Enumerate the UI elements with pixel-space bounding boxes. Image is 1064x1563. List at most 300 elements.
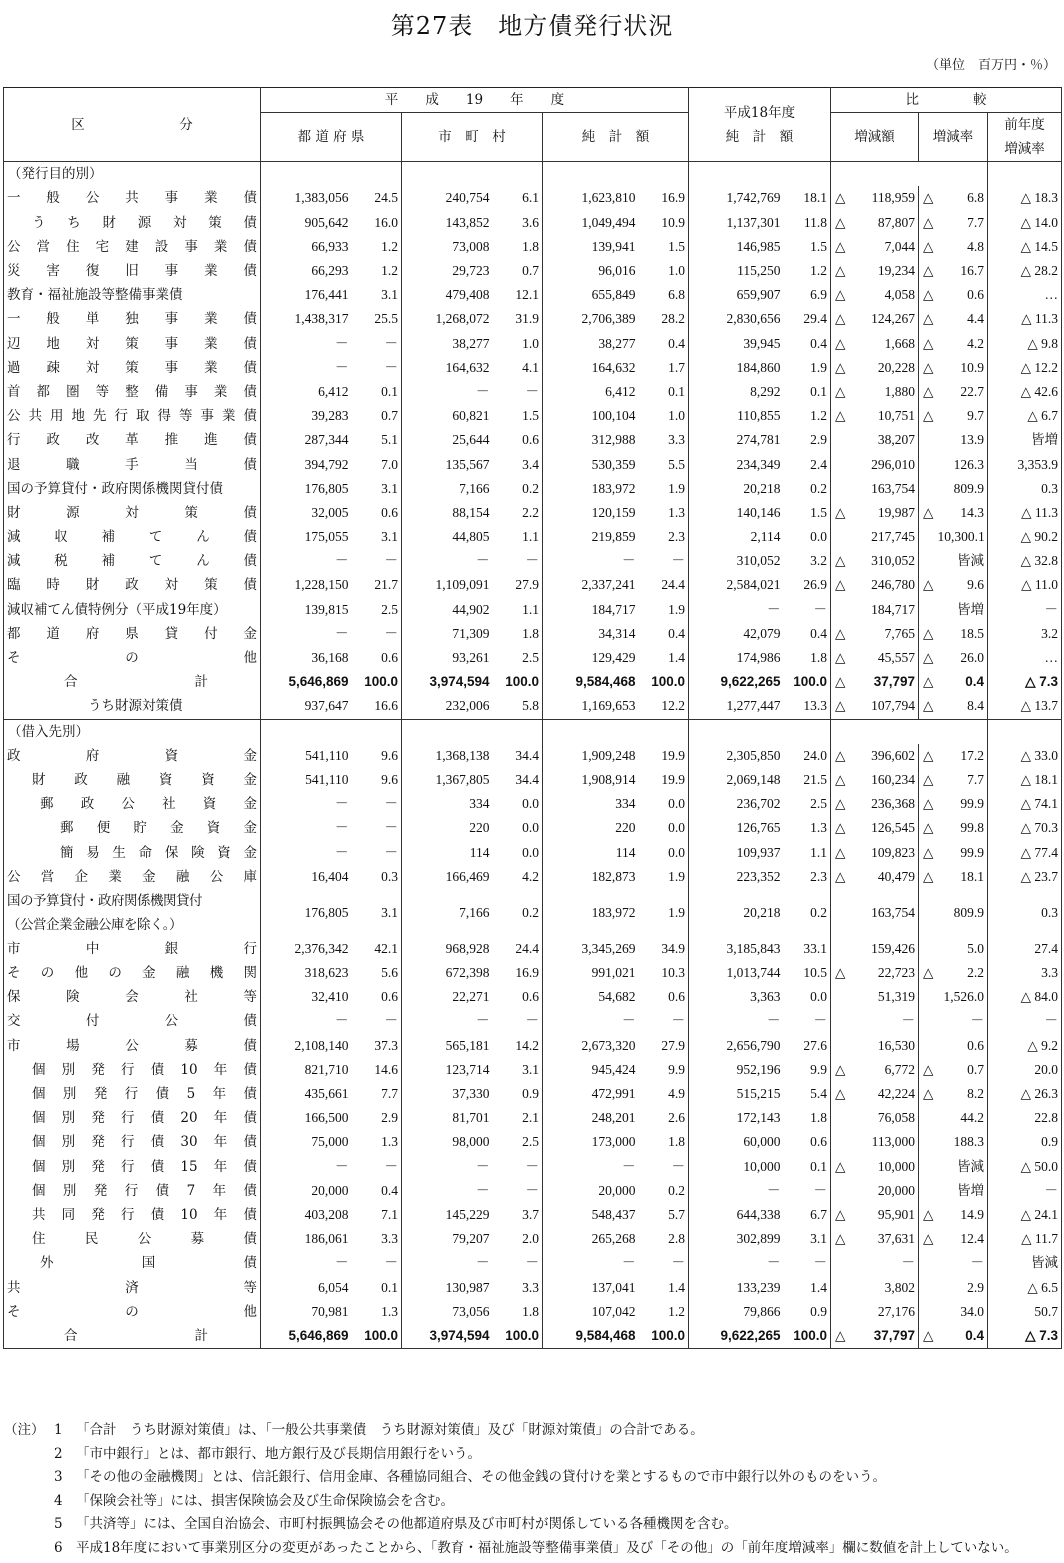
muni-share: － [493, 549, 543, 573]
muni-share: 0.0 [493, 840, 543, 864]
prev-rate: △ 18.1 [988, 768, 1062, 792]
net-share: 12.2 [639, 694, 689, 719]
net-value: 219,859 [591, 529, 636, 545]
net-value: 991,021 [591, 965, 636, 981]
empty-cell [543, 719, 689, 744]
row-label: 一般公共事業債 [4, 186, 261, 210]
rate-sign [919, 598, 935, 622]
muni-value: 25,644 [452, 432, 490, 448]
change-amount: 163,754 [847, 477, 919, 501]
rate-sign: △ [923, 965, 934, 982]
table-row [4, 1130, 1062, 1154]
change-amount: 160,234 [847, 768, 919, 792]
h18-value: 20,218 [743, 480, 781, 496]
change-amount: 1,668 [847, 332, 919, 356]
change-amount: 76,058 [847, 1106, 919, 1130]
change-amount: 296,010 [847, 452, 919, 476]
change-sign [831, 1106, 847, 1130]
h18-share: 1.4 [784, 1275, 831, 1299]
h18-share: 2.5 [784, 792, 831, 816]
note-item [4, 1537, 1062, 1561]
h18-value: 39,945 [743, 335, 781, 351]
prev-rate: △ 6.5 [988, 1275, 1062, 1299]
change-sign [831, 1275, 847, 1299]
prev-rate: 27.4 [988, 937, 1062, 961]
net-share: 2.3 [639, 525, 689, 549]
row-label: 公営企業金融公庫 [4, 865, 261, 889]
net-share: 3.3 [639, 428, 689, 452]
net-value: 54,682 [598, 989, 636, 1005]
pref-share: 0.7 [352, 404, 402, 428]
change-rate: 188.3 [935, 1130, 988, 1154]
muni-share: 0.2 [493, 477, 543, 501]
h18-share: 1.3 [784, 816, 831, 840]
change-sign: △ [835, 1061, 846, 1078]
muni-value: 98,000 [452, 1134, 490, 1150]
note-number: 1 [54, 1422, 63, 1438]
pref-value: 175,055 [304, 529, 349, 545]
table-row [4, 452, 1062, 476]
net-value: 139,941 [591, 238, 636, 254]
muni-value: 1,367,805 [435, 771, 490, 787]
muni-value: 232,006 [445, 698, 490, 714]
header-prev-rate: 前年度 増減率 [988, 113, 1062, 162]
net-share: 27.9 [639, 1034, 689, 1058]
row-label: 過疎対策事業債 [4, 356, 261, 380]
change-rate: 14.3 [935, 501, 988, 525]
rate-sign [919, 1130, 935, 1154]
rate-sign: △ [923, 383, 934, 400]
prev-rate: △ 26.3 [988, 1082, 1062, 1106]
note-number: 5 [54, 1516, 63, 1532]
pref-value: 403,208 [304, 1206, 349, 1222]
net-value: 114 [615, 844, 636, 860]
rate-sign [919, 889, 935, 937]
change-rate: 0.7 [935, 1058, 988, 1082]
pref-value: 394,792 [304, 456, 349, 472]
header-change-amount: 増減額 [831, 113, 919, 162]
change-rate: － [935, 1251, 988, 1275]
change-sign: △ [835, 771, 846, 788]
rate-sign: △ [923, 820, 934, 837]
rate-sign: △ [923, 844, 934, 861]
net-value: － [622, 1158, 636, 1174]
muni-share: 3.1 [493, 1058, 543, 1082]
prev-rate: △ 11.0 [988, 573, 1062, 597]
empty-cell [689, 162, 831, 187]
muni-value: 7,166 [459, 480, 490, 496]
table-row [4, 1227, 1062, 1251]
rate-sign: △ [923, 1086, 934, 1103]
row-label: その他 [4, 1300, 261, 1324]
note-mark [4, 1537, 54, 1561]
h18-share: 3.2 [784, 549, 831, 573]
change-rate: 0.4 [935, 670, 988, 694]
pref-value: － [335, 1013, 349, 1029]
pref-share: － [352, 622, 402, 646]
h18-share: 0.4 [784, 622, 831, 646]
change-amount: 87,807 [847, 211, 919, 235]
h18-value: 126,765 [736, 820, 781, 836]
notes [4, 1419, 1062, 1560]
change-amount: 236,368 [847, 792, 919, 816]
muni-value: 7,166 [459, 904, 490, 920]
muni-value: － [476, 1255, 490, 1271]
rate-sign [919, 985, 935, 1009]
table-row [4, 186, 1062, 210]
change-sign: △ [835, 1158, 846, 1175]
change-rate: 皆増 [935, 598, 988, 622]
change-rate: 13.9 [935, 428, 988, 452]
note-number: 2 [54, 1445, 63, 1462]
change-sign [831, 598, 847, 622]
header-kubun: 区 分 [4, 88, 261, 162]
pref-value: 39,283 [311, 408, 349, 424]
change-rate: 26.0 [935, 646, 988, 670]
h18-share: 21.5 [784, 768, 831, 792]
header-net: 純 計 額 [543, 113, 689, 162]
net-value: 129,429 [591, 650, 636, 666]
pref-share: 2.9 [352, 1106, 402, 1130]
net-share: 0.2 [639, 1179, 689, 1203]
pref-share: － [352, 816, 402, 840]
h18-value: － [767, 1013, 781, 1029]
h18-value: 234,349 [736, 456, 781, 472]
muni-value: 81,701 [452, 1110, 490, 1126]
note-number: 3 [54, 1469, 63, 1485]
h18-value: 3,363 [750, 989, 781, 1005]
muni-share: － [493, 1155, 543, 1179]
net-share: 100.0 [639, 1324, 689, 1349]
rate-sign [919, 1034, 935, 1058]
h18-share: 100.0 [784, 1324, 831, 1349]
change-rate: 99.8 [935, 816, 988, 840]
change-sign: △ [835, 335, 846, 352]
row-label: 退職手当債 [4, 452, 261, 476]
note-number: 4 [54, 1492, 63, 1509]
header-h18: 平成18年度 純 計 額 [689, 88, 831, 162]
pref-value: 821,710 [304, 1061, 349, 1077]
pref-share: 1.2 [352, 235, 402, 259]
change-sign [831, 477, 847, 501]
muni-value: 22,271 [452, 989, 490, 1005]
muni-value: 135,567 [445, 456, 490, 472]
rate-sign: △ [923, 190, 934, 207]
change-amount: 113,000 [847, 1130, 919, 1154]
muni-share: 14.2 [493, 1034, 543, 1058]
change-amount: 3,802 [847, 1275, 919, 1299]
table-row [4, 816, 1062, 840]
change-rate: 2.9 [935, 1275, 988, 1299]
row-label: 交付公債 [4, 1009, 261, 1033]
h18-share: 0.2 [784, 889, 831, 937]
net-share: 10.3 [639, 961, 689, 985]
change-amount: 126,545 [847, 816, 919, 840]
prev-rate: △ 14.5 [988, 235, 1062, 259]
row-label: 合計 [4, 670, 261, 694]
table-row [4, 840, 1062, 864]
muni-share: 1.8 [493, 235, 543, 259]
muni-share: 0.2 [493, 889, 543, 937]
net-value: 100,104 [591, 408, 636, 424]
pref-share: 0.6 [352, 985, 402, 1009]
net-value: 248,201 [591, 1110, 636, 1126]
row-label: うち財源対策債 [4, 694, 261, 719]
change-rate: 99.9 [935, 792, 988, 816]
h18-share: 1.2 [784, 404, 831, 428]
pref-share: － [352, 1155, 402, 1179]
table-row [4, 259, 1062, 283]
net-share: 0.0 [639, 816, 689, 840]
row-label: 減収補てん債 [4, 525, 261, 549]
change-amount: 109,823 [847, 840, 919, 864]
change-sign: △ [831, 1324, 847, 1349]
net-share: 1.7 [639, 356, 689, 380]
change-amount: 107,794 [847, 694, 919, 719]
change-rate: 9.6 [935, 573, 988, 597]
table-row [4, 889, 1062, 937]
prev-rate: △ 74.1 [988, 792, 1062, 816]
table-row [4, 380, 1062, 404]
change-sign: △ [835, 287, 846, 304]
h18-value: 10,000 [743, 1158, 781, 1174]
pref-value: 32,410 [311, 989, 349, 1005]
change-rate: 18.1 [935, 865, 988, 889]
net-share: 1.9 [639, 889, 689, 937]
pref-value: 287,344 [304, 432, 349, 448]
muni-share: － [493, 1179, 543, 1203]
net-value: 2,337,241 [581, 577, 636, 593]
change-sign: △ [835, 504, 846, 521]
h18-value: 952,196 [736, 1061, 781, 1077]
prev-rate: △ 33.0 [988, 744, 1062, 768]
net-share: 1.0 [639, 404, 689, 428]
change-rate: 皆増 [935, 1179, 988, 1203]
net-value: 2,673,320 [581, 1037, 636, 1053]
change-amount: 38,207 [847, 428, 919, 452]
net-share: 16.9 [639, 186, 689, 210]
pref-share: 3.1 [352, 283, 402, 307]
row-label: 外国債 [4, 1251, 261, 1275]
pref-value: － [335, 844, 349, 860]
net-value: 3,345,269 [581, 940, 636, 956]
net-value: 472,991 [591, 1086, 636, 1102]
pref-value: 70,981 [311, 1303, 349, 1319]
net-value: 312,988 [591, 432, 636, 448]
h18-share: 0.1 [784, 380, 831, 404]
change-amount: 184,717 [847, 598, 919, 622]
change-amount: 51,319 [847, 985, 919, 1009]
table-row [4, 985, 1062, 1009]
rate-sign: △ [923, 868, 934, 885]
change-rate: 皆減 [935, 1155, 988, 1179]
net-value: 107,042 [591, 1303, 636, 1319]
pref-share: 100.0 [352, 670, 402, 694]
pref-share: 7.1 [352, 1203, 402, 1227]
h18-share: － [784, 1251, 831, 1275]
h18-value: 644,338 [736, 1206, 781, 1222]
empty-cell [689, 719, 831, 744]
prev-rate: △ 7.3 [988, 1324, 1062, 1349]
h18-value: 274,781 [736, 432, 781, 448]
net-share: 19.9 [639, 744, 689, 768]
table-row [4, 283, 1062, 307]
net-share: 24.4 [639, 573, 689, 597]
row-label: 教育・福祉施設等整備事業債 [4, 283, 261, 307]
h18-value: 115,250 [737, 263, 781, 279]
h18-value: 2,069,148 [726, 771, 781, 787]
h18-share: 27.6 [784, 1034, 831, 1058]
table-row [4, 501, 1062, 525]
rate-sign [919, 1275, 935, 1299]
h18-share: 33.1 [784, 937, 831, 961]
net-value: 164,632 [591, 359, 636, 375]
change-sign: △ [835, 1086, 846, 1103]
change-sign: △ [835, 965, 846, 982]
h18-value: 140,146 [736, 504, 781, 520]
change-sign: △ [835, 383, 846, 400]
rate-sign [919, 477, 935, 501]
change-amount: 20,000 [847, 1179, 919, 1203]
change-rate: 126.3 [935, 452, 988, 476]
muni-share: 3.7 [493, 1203, 543, 1227]
muni-share: 100.0 [493, 1324, 543, 1349]
muni-value: 143,852 [445, 214, 490, 230]
net-share: － [639, 1155, 689, 1179]
pref-share: 25.5 [352, 307, 402, 331]
change-amount: 37,797 [847, 1324, 919, 1349]
change-amount: 37,631 [847, 1227, 919, 1251]
table-row [4, 1155, 1062, 1179]
change-amount: 217,745 [847, 525, 919, 549]
prev-rate: 0.9 [988, 1130, 1062, 1154]
net-share: 0.1 [639, 380, 689, 404]
prev-rate: △ 24.1 [988, 1203, 1062, 1227]
muni-share: 6.1 [493, 186, 543, 210]
pref-share: － [352, 792, 402, 816]
change-rate: 7.7 [935, 768, 988, 792]
change-sign: △ [835, 674, 846, 691]
h18-share: 18.1 [784, 186, 831, 210]
rate-sign: △ [923, 625, 934, 642]
change-amount: 396,602 [847, 744, 919, 768]
table-row [4, 1179, 1062, 1203]
h18-share: － [784, 598, 831, 622]
pref-value: 66,293 [311, 263, 349, 279]
table-row [4, 1082, 1062, 1106]
table-row [4, 622, 1062, 646]
empty-cell [261, 162, 402, 187]
prev-rate: － [988, 1009, 1062, 1033]
header-compare: 比 較 [831, 88, 1062, 113]
h18-value: 515,215 [736, 1086, 781, 1102]
change-rate: 99.9 [935, 840, 988, 864]
pref-share: 7.7 [352, 1082, 402, 1106]
note-text: 平成18年度において事業別区分の変更があったことから、「教育・福祉施設等整備事業債」及び「その他」の「前年度増減率」欄に数値を計上していない。 [76, 1539, 1018, 1556]
change-sign [831, 1130, 847, 1154]
pref-share: 0.4 [352, 1179, 402, 1203]
section-row [4, 719, 1062, 744]
net-value: 20,000 [598, 1182, 636, 1198]
table-row [4, 211, 1062, 235]
net-value: 96,016 [598, 263, 636, 279]
net-value: 173,000 [591, 1134, 636, 1150]
h18-value: 9,622,265 [720, 674, 781, 690]
change-amount: 159,426 [847, 937, 919, 961]
net-value: 183,972 [591, 904, 636, 920]
muni-value: 71,309 [452, 625, 490, 641]
change-sign: △ [835, 820, 846, 837]
note-mark [4, 1490, 54, 1514]
h18-value: 109,937 [736, 844, 781, 860]
change-amount: 124,267 [847, 307, 919, 331]
h18-value: 60,000 [743, 1134, 781, 1150]
change-amount: － [847, 1009, 919, 1033]
net-value: 548,437 [591, 1206, 636, 1222]
net-value: 530,359 [591, 456, 636, 472]
change-sign: △ [835, 868, 846, 885]
pref-value: 5,646,869 [288, 674, 349, 690]
header-municipal: 市 町 村 [402, 113, 543, 162]
empty-cell [543, 162, 689, 187]
prev-rate: 3.2 [988, 622, 1062, 646]
row-label: 住民公募債 [4, 1227, 261, 1251]
change-sign: △ [835, 311, 846, 328]
pref-share: 0.1 [352, 1275, 402, 1299]
change-amount: 4,058 [847, 283, 919, 307]
change-rate: 10.9 [935, 356, 988, 380]
net-value: 945,424 [591, 1061, 636, 1077]
table-row [4, 1251, 1062, 1275]
muni-value: 240,754 [445, 190, 490, 206]
rate-sign: △ [923, 263, 934, 280]
row-label: 都道府県貸付金 [4, 622, 261, 646]
muni-value: 123,714 [445, 1061, 490, 1077]
table-row [4, 768, 1062, 792]
h18-share: 100.0 [784, 670, 831, 694]
pref-share: 14.6 [352, 1058, 402, 1082]
change-sign: △ [835, 408, 846, 425]
pref-value: 176,441 [304, 287, 349, 303]
h18-share: 1.1 [784, 840, 831, 864]
muni-value: 73,008 [452, 238, 490, 254]
row-label: 一般単独事業債 [4, 307, 261, 331]
pref-value: － [335, 1255, 349, 1271]
change-rate: 9.7 [935, 404, 988, 428]
pref-share: 5.6 [352, 961, 402, 985]
table-row [4, 937, 1062, 961]
net-value: 183,972 [591, 480, 636, 496]
muni-share: 2.0 [493, 1227, 543, 1251]
pref-value: 32,005 [311, 504, 349, 520]
muni-share: 16.9 [493, 961, 543, 985]
table-row [4, 332, 1062, 356]
h18-share: 1.8 [784, 646, 831, 670]
table-row [4, 1300, 1062, 1324]
h18-value: 236,702 [736, 796, 781, 812]
muni-share: 1.8 [493, 622, 543, 646]
row-label: 減収補てん債特例分（平成19年度） [4, 598, 261, 622]
change-rate: 8.4 [935, 694, 988, 719]
h18-share: 24.0 [784, 744, 831, 768]
muni-value: 565,181 [445, 1037, 490, 1053]
empty-cell [831, 162, 988, 187]
rate-sign [919, 549, 935, 573]
muni-value: － [476, 1182, 490, 1198]
pref-value: － [335, 1158, 349, 1174]
h18-value: 2,305,850 [726, 747, 781, 763]
pref-value: 318,623 [304, 965, 349, 981]
